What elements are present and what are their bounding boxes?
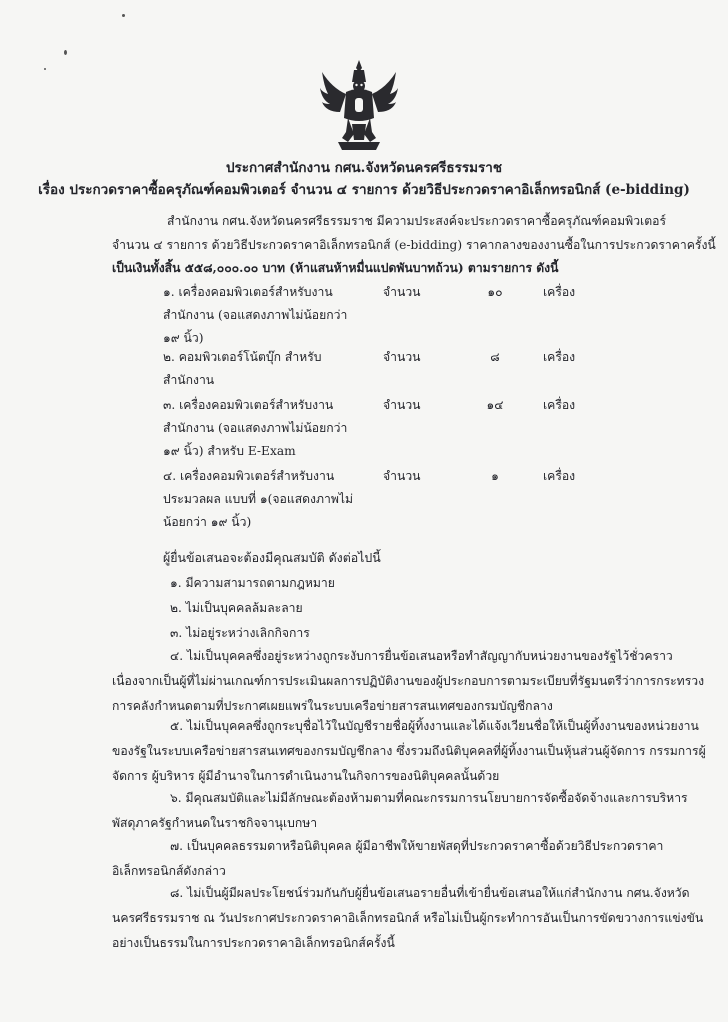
qualification-item — [112, 834, 664, 884]
qualifications-heading: ผู้ยื่นข้อเสนอจะต้องมีคุณสมบัติ ดังต่อไปนี้ — [163, 550, 381, 565]
item-name-line: ๑๙ นิ้ว) — [163, 331, 204, 345]
item-unit: เครื่อง — [543, 285, 576, 299]
qualification-line: ของรัฐในระบบเครือข่ายสารสนเทศของกรมบัญชีกลาง ซึ่งรวมถึงนิติบุคคลที่ผู้ทิ้งงานเป็นหุ้นส่วนผู้จัดการ กรรมการผู้ — [112, 744, 706, 758]
qualification-item — [112, 881, 704, 956]
item-name-line: สำนักงาน (จอแสดงภาพไม่น้อยกว่า — [163, 308, 348, 322]
item-row — [163, 346, 633, 392]
qualification-line: ๔. ไม่เป็นบุคคลซึ่งอยู่ระหว่างถูกระงับการยื่นข้อเสนอหรือทำสัญญากับหน่วยงานของรัฐไว้ชั่วคราว — [170, 649, 673, 663]
item-qty-label: จำนวน — [383, 350, 421, 364]
item-name-line: น้อยกว่า ๑๙ นิ้ว) — [163, 515, 252, 529]
item-name-line: ๔. เครื่องคอมพิวเตอร์สำหรับงาน — [163, 469, 335, 483]
item-name-line: ๑๙ นิ้ว) สำหรับ E-Exam — [163, 444, 296, 458]
item-name-line: ประมวลผล แบบที่ ๑(จอแสดงภาพไม่ — [163, 492, 354, 506]
qualification-line: อิเล็กทรอนิกส์ดังกล่าว — [112, 864, 226, 878]
scan-speck — [44, 68, 46, 70]
qualification-line: ๗. เป็นบุคคลธรรมดาหรือนิติบุคคล ผู้มีอาชีพให้ขายพัสดุที่ประกวดราคาซื้อด้วยวิธีประกวดราคา — [170, 839, 664, 853]
intro-line: จำนวน ๔ รายการ ด้วยวิธีประกวดราคาอิเล็กทรอนิกส์ (e-bidding) ราคากลางของงานซื้อในการประกวดราคาครั้งนี้ — [112, 237, 716, 252]
qualification-item — [112, 714, 706, 789]
qualification-line: อย่างเป็นธรรมในการประกวดราคาอิเล็กทรอนิกส์ครั้งนี้ — [112, 936, 395, 950]
qualification-item — [112, 644, 705, 719]
item-row — [163, 281, 633, 350]
item-unit: เครื่อง — [543, 350, 576, 364]
qualification-item: ๑. มีความสามารถตามกฎหมาย — [170, 576, 335, 590]
item-qty: ๘ — [490, 350, 500, 364]
item-row — [163, 394, 633, 463]
item-qty-label: จำนวน — [383, 398, 421, 412]
announcement-subject: เรื่อง ประกวดราคาซื้อครุภัณฑ์คอมพิวเตอร์ จำนวน ๔ รายการ ด้วยวิธีประกวดราคาอิเล็กทรอนิกส์ (e-bidding) — [38, 182, 690, 198]
garuda-emblem-icon — [318, 58, 400, 152]
item-unit: เครื่อง — [543, 398, 576, 412]
item-qty: ๑๐ — [487, 285, 503, 299]
item-qty: ๑ — [491, 469, 499, 483]
scan-speck — [64, 50, 67, 55]
item-qty: ๑๔ — [486, 398, 504, 412]
item-name-line: ๒. คอมพิวเตอร์โน้ตบุ๊ก สำหรับ — [163, 350, 322, 364]
qualification-line: พัสดุภาครัฐกำหนดในราชกิจจานุเบกษา — [112, 816, 318, 830]
qualification-line: ๘. ไม่เป็นผู้มีผลประโยชน์ร่วมกันกับผู้ยื่นข้อเสนอรายอื่นที่เข้ายื่นข้อเสนอให้แก่สำนักงาน กศน.จังหวัด — [170, 886, 690, 900]
item-name-line: สำนักงาน — [163, 373, 215, 387]
item-name-line: สำนักงาน (จอแสดงภาพไม่น้อยกว่า — [163, 421, 348, 435]
qualification-item: ๒. ไม่เป็นบุคคลล้มละลาย — [170, 601, 303, 615]
qualification-line: จัดการ ผู้บริหาร ผู้มีอำนาจในการดำเนินงานในกิจการของนิติบุคคลนั้นด้วย — [112, 769, 500, 783]
qualification-line: ๕. ไม่เป็นบุคคลซึ่งถูกระบุชื่อไว้ในบัญชีรายชื่อผู้ทิ้งงานและได้แจ้งเวียนชื่อให้เป็นผู้ทิ้งงานของหน่วยงาน — [170, 719, 699, 733]
qualification-line: นครศรีธรรมราช ณ วันประกาศประกวดราคาอิเล็กทรอนิกส์ หรือไม่เป็นผู้กระทำการอันเป็นการขัดขวางการแข่งขัน — [112, 911, 704, 925]
item-row — [163, 465, 633, 534]
intro-line: สำนักงาน กศน.จังหวัดนครศรีธรรมราช มีความประสงค์จะประกวดราคาซื้อครุภัณฑ์คอมพิวเตอร์ — [167, 214, 667, 228]
intro-paragraph — [112, 210, 716, 281]
scan-speck — [122, 14, 125, 17]
qualification-line: เนื่องจากเป็นผู้ที่ไม่ผ่านเกณฑ์การประเมินผลการปฏิบัติงานของผู้ประกอบการตามระเบียบที่รัฐมนตรีว่าการกระทรวง — [112, 674, 705, 688]
item-name-line: ๓. เครื่องคอมพิวเตอร์สำหรับงาน — [163, 398, 334, 412]
qualification-item — [112, 786, 688, 836]
qualification-line: การคลังกำหนดตามที่ประกาศเผยแพร่ในระบบเครือข่ายสารสนเทศของกรมบัญชีกลาง — [112, 699, 553, 713]
qualification-line: ๖. มีคุณสมบัติและไม่มีลักษณะต้องห้ามตามที่คณะกรรมการนโยบายการจัดซื้อจัดจ้างและการบริหาร — [170, 791, 688, 805]
announcement-title: ประกาศสำนักงาน กศน.จังหวัดนครศรีธรรมราช — [225, 160, 503, 176]
qualification-item: ๓. ไม่อยู่ระหว่างเลิกกิจการ — [170, 626, 310, 640]
item-name-line: ๑. เครื่องคอมพิวเตอร์สำหรับงาน — [163, 285, 333, 299]
item-qty-label: จำนวน — [383, 285, 421, 299]
item-qty-label: จำนวน — [383, 469, 421, 483]
intro-line: เป็นเงินทั้งสิ้น ๕๕๘,๐๐๐.๐๐ บาท (ห้าแสนห้าหมื่นแปดพันบาทถ้วน) ตามรายการ ดังนี้ — [112, 261, 559, 275]
item-unit: เครื่อง — [543, 469, 576, 483]
